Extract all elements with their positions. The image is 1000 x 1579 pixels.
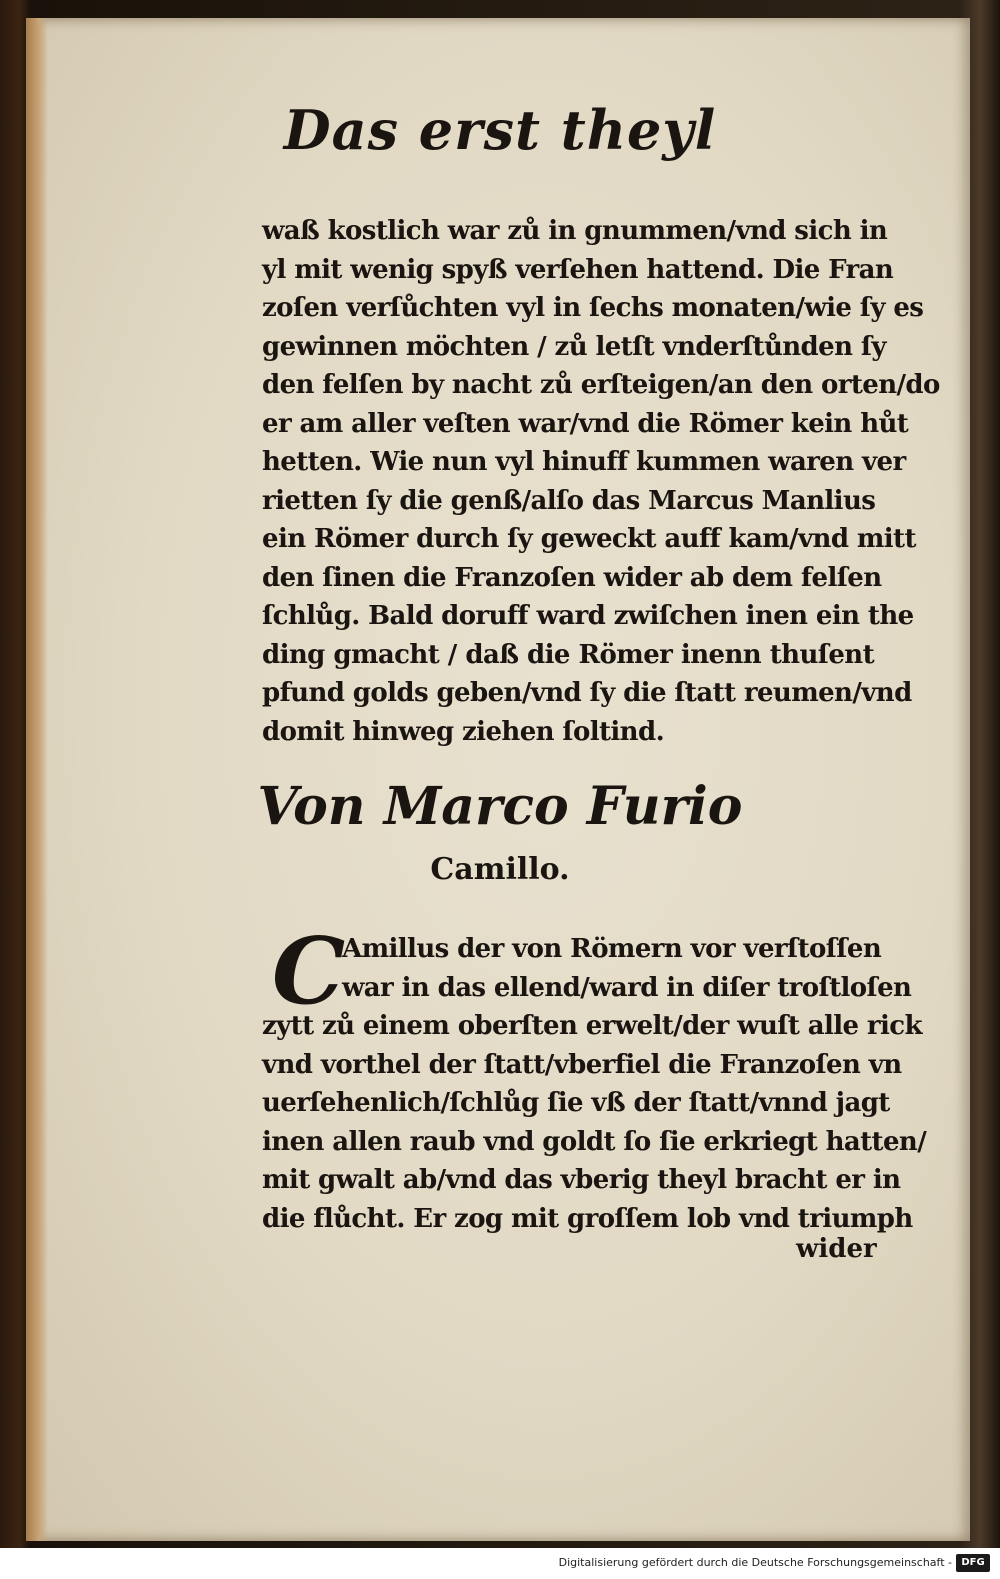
text-line: hetten. Wie nun vyl hinuff kummen waren ver — [262, 447, 906, 477]
text-line: Amillus der von Römern vor verſtoſſen — [342, 934, 882, 964]
footer-bar — [0, 1548, 1000, 1579]
text-line: den felſen by nacht zů erſteigen/an den orten/do — [262, 370, 940, 400]
text-line: war in das ellend/ward in diſer troſtloſen — [342, 972, 912, 1003]
text-line: domit hinweg ziehen ſoltind. — [262, 716, 665, 747]
text-line: gewinnen möchten / zů letſt vnderſtůnden ſy — [262, 331, 886, 362]
text-line: inen allen raub vnd goldt ſo ſie erkriegt hatten/ — [262, 1126, 927, 1157]
section-subtitle: Camillo. — [430, 852, 570, 887]
text-line: er am aller veſten war/vnd die Römer kein hůt — [262, 408, 909, 439]
footer-credit: Digitalisierung gefördert durch die Deutsche Forschungsgemeinschaft - — [558, 1556, 952, 1569]
text-line: yl mit wenig spyß verſehen hattend. Die Fran — [262, 254, 894, 285]
paragraph-2 — [262, 930, 927, 1238]
text-line: die flůcht. Er zog mit groſſem lob vnd triumph — [262, 1203, 913, 1234]
paragraph-1 — [262, 212, 940, 751]
catchword: wider — [796, 1234, 877, 1264]
text-line: ein Römer durch ſy geweckt auff kam/vnd mitt — [262, 524, 916, 554]
text-line: zytt zů einem oberſten erwelt/der wuſt alle rick — [262, 1011, 922, 1041]
section-title: Von Marco Furio — [257, 776, 743, 837]
text-line: mit gwalt ab/vnd das vberig theyl bracht er in — [262, 1165, 901, 1195]
text-line: pfund golds geben/vnd ſy die ſtatt reumen/vnd — [262, 678, 912, 708]
text-line: den ſinen die Franzoſen wider ab dem felſen — [262, 562, 882, 593]
running-head: Das erst theyl — [283, 98, 717, 162]
text-line: ſchlůg. Bald doruff ward zwiſchen inen ein the — [262, 601, 914, 631]
text-line: vnd vorthel der ſtatt/vberfiel die Franzoſen vn — [262, 1049, 902, 1080]
dfg-logo: DFG — [956, 1554, 990, 1572]
text-line: ding gmacht / daß die Römer inenn thuſent — [262, 639, 874, 670]
initial-capital: C — [272, 917, 346, 1025]
text-line: rietten ſy die genß/alſo das Marcus Manlius — [262, 485, 876, 516]
text-line: zoſen verſůchten vyl in ſechs monaten/wie ſy es — [262, 293, 924, 323]
text-line: uerſehenlich/ſchlůg ſie vß der ſtatt/vnnd jagt — [262, 1088, 890, 1118]
text-line: waß kostlich war zů in gnummen/vnd sich in — [262, 216, 888, 246]
